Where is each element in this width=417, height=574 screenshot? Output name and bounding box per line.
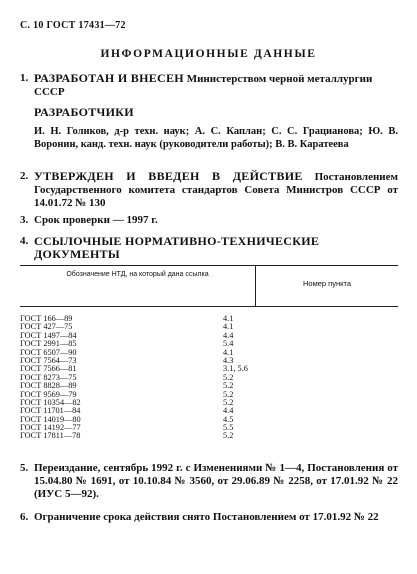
section-text: Министерством черной металлургии СССР bbox=[34, 73, 373, 98]
gost-designation: ГОСТ 14019—80 bbox=[20, 414, 81, 424]
gost-designation: ГОСТ 9569—79 bbox=[20, 389, 77, 399]
section-text: Переиздание, сентябрь 1992 г. с Изменениями № 1—4, Постановления от 15.04.80 № 1691, от 10.10.84 № 3560, от 29.06.89 № 2258, от 17.01.92 № 22 (ИУС 5—92). bbox=[34, 462, 398, 500]
item-number: 4.5 bbox=[223, 414, 234, 424]
table-row bbox=[20, 349, 398, 357]
gost-designation: ГОСТ 7566—81 bbox=[20, 364, 77, 374]
item-number: 4.1 bbox=[223, 322, 234, 332]
gost-designation: ГОСТ 2991—85 bbox=[20, 339, 77, 349]
table-row bbox=[20, 315, 398, 323]
table-row bbox=[20, 365, 398, 373]
section-text: ССЫЛОЧНЫЕ НОРМАТИВНО-ТЕХНИЧЕСКИЕ ДОКУМЕНТЫ bbox=[34, 234, 320, 261]
section-text: Срок проверки — 1997 г. bbox=[34, 214, 158, 226]
gost-designation: ГОСТ 8828—89 bbox=[20, 381, 77, 391]
section-review bbox=[20, 214, 398, 227]
item-number: 5.2 bbox=[223, 389, 234, 399]
gost-designation: ГОСТ 6507—90 bbox=[20, 347, 77, 357]
section-reissue bbox=[20, 462, 398, 501]
section-number: 2. bbox=[20, 170, 29, 182]
item-number: 4.4 bbox=[223, 406, 234, 416]
section-lead: УТВЕРЖДЕН И ВВЕДЕН В ДЕЙСТВИЕ bbox=[34, 169, 303, 183]
item-number: 5.2 bbox=[223, 397, 234, 407]
section-limit bbox=[20, 511, 398, 524]
developers-heading: РАЗРАБОТЧИКИ bbox=[34, 105, 134, 119]
page-header: С. 10 ГОСТ 17431—72 bbox=[20, 20, 126, 31]
section-number: 3. bbox=[20, 214, 29, 226]
section-number: 6. bbox=[20, 511, 29, 523]
item-number: 5.2 bbox=[223, 372, 234, 382]
item-number: 5.2 bbox=[223, 381, 234, 391]
developers-list: И. Н. Голиков, д-р техн. наук; А. С. Каплан; С. С. Грацианова; Ю. В. Воронин, канд. техн. наук (руководители работы); В. В. Каратеева bbox=[34, 126, 398, 150]
gost-designation: ГОСТ 8273—75 bbox=[20, 372, 77, 382]
section-references bbox=[20, 235, 398, 261]
item-number: 4.3 bbox=[223, 355, 234, 365]
item-number: 4.1 bbox=[223, 347, 234, 357]
table-body bbox=[20, 315, 398, 441]
item-number: 3.1, 5.6 bbox=[223, 364, 248, 374]
section-text: Постановлением Государственного комитета стандартов Совета Министров СССР от 14.01.72 № 130 bbox=[34, 171, 399, 209]
section-number: 1. bbox=[20, 72, 29, 84]
item-number: 5.5 bbox=[223, 423, 234, 433]
item-number: 5.2 bbox=[223, 431, 234, 441]
column-header-item-number: Номер пункта bbox=[302, 279, 351, 288]
section-approved bbox=[20, 170, 398, 210]
table-row bbox=[20, 332, 398, 340]
gost-designation: ГОСТ 11701—84 bbox=[20, 406, 81, 416]
section-developed bbox=[20, 72, 398, 151]
item-number: 4.1 bbox=[223, 314, 234, 323]
table-row bbox=[20, 340, 398, 348]
gost-designation: ГОСТ 427—75 bbox=[20, 322, 73, 332]
column-header-designation: Обозначение НТД, на который дана ссылка bbox=[66, 271, 209, 278]
item-number: 5.4 bbox=[223, 339, 234, 349]
gost-designation: ГОСТ 166—89 bbox=[20, 314, 73, 323]
gost-designation: ГОСТ 7564—73 bbox=[20, 355, 77, 365]
table-row bbox=[20, 382, 398, 390]
table-row bbox=[20, 357, 398, 365]
references-table bbox=[20, 265, 398, 441]
section-text: Ограничение срока действия снято Постановлением от 17.01.92 № 22 bbox=[34, 511, 379, 523]
table-row bbox=[20, 374, 398, 382]
gost-designation: ГОСТ 1497—84 bbox=[20, 330, 77, 340]
item-number: 4.4 bbox=[223, 330, 234, 340]
table-header bbox=[20, 265, 398, 307]
table-row bbox=[20, 432, 398, 440]
gost-designation: ГОСТ 10354—82 bbox=[20, 397, 81, 407]
section-lead: РАЗРАБОТАН И ВНЕСЕН bbox=[34, 71, 184, 85]
gost-designation: ГОСТ 17811—78 bbox=[20, 431, 81, 441]
section-number: 4. bbox=[20, 235, 29, 247]
gost-designation: ГОСТ 14192—77 bbox=[20, 423, 81, 433]
document-title: ИНФОРМАЦИОННЫЕ ДАННЫЕ bbox=[100, 48, 317, 60]
section-number: 5. bbox=[20, 462, 29, 474]
